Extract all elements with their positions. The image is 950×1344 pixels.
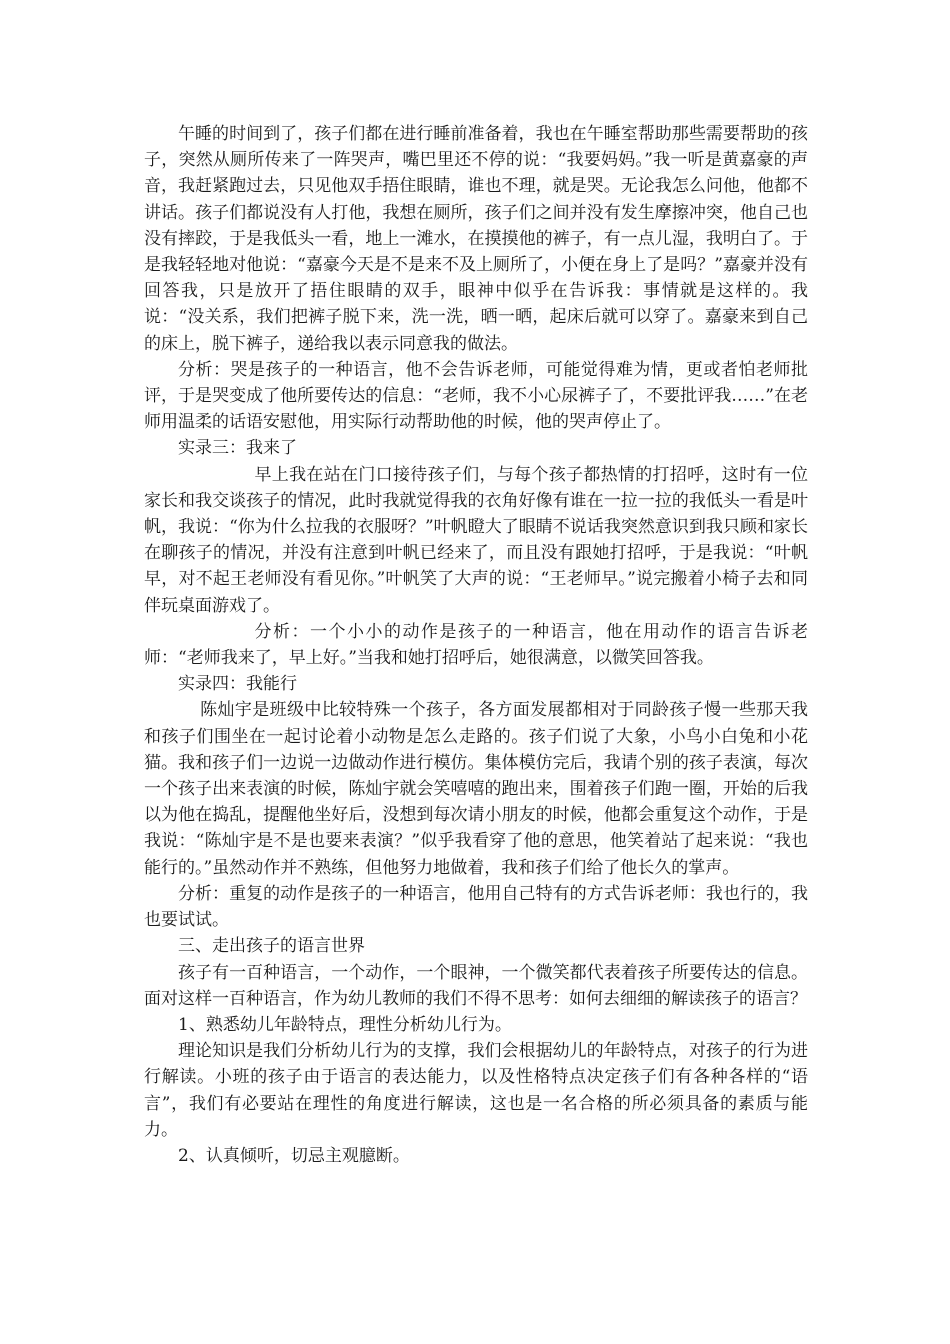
section-heading-record-four: 实录四：我能行 <box>178 674 297 695</box>
document-page <box>144 121 808 1169</box>
subheading-point-two: 2、认真倾听，切忌主观臆断。 <box>178 1145 410 1166</box>
paragraph-morning-story: 早上我在站在门口接待孩子们，与每个孩子都热情的打招呼，这时有一位家长和我交谈孩子的情况，此时我就觉得我的衣角好像有谁在一拉一拉的我低头一看是叶帆，我说：“你为什么拉我的衣服呀？”叶帆瞪大了眼睛不说话我突然意识到我只顾和家长在聊孩子的情况，并没有注意到叶帆已经来了，而且没有跟她打招呼，于是我说：“叶帆早，对不起王老师没有看见你。”叶帆笑了大声的说：“王老师早。”说完搬着小椅子去和同伴玩桌面游戏了。 <box>144 464 808 616</box>
paragraph-hundred-languages: 孩子有一百种语言，一个动作，一个眼神，一个微笑都代表着孩子所要传达的信息。面对这样一百种语言，作为幼儿教师的我们不得不思考：如何去细细的解读孩子的语言？ <box>144 962 808 1009</box>
paragraph-theory: 理论知识是我们分析幼儿行为的支撑，我们会根据幼儿的年龄特点，对孩子的行为进行解读。小班的孩子由于语言的表达能力，以及性格特点决定孩子们有各种各样的“语言”，我们有必要站在理性的角度进行解读，这也是一名合格的所必须具备的素质与能力。 <box>144 1041 808 1140</box>
section-heading-record-three: 实录三：我来了 <box>178 438 297 459</box>
paragraph-nap-story: 午睡的时间到了，孩子们都在进行睡前准备着，我也在午睡室帮助那些需要帮助的孩子，突然从厕所传来了一阵哭声，嘴巴里还不停的说：“我要妈妈。”我一听是黄嘉豪的声音，我赶紧跑过去，只见他双手捂住眼睛，谁也不理，就是哭。无论我怎么问他，他都不讲话。孩子们都说没有人打他，我想在厕所，孩子们之间并没有发生摩擦冲突，他自己也没有摔跤，于是我低头一看，地上一滩水，在摸摸他的裤子，有一点儿湿，我明白了。于是我轻轻地对他说：“嘉豪今天是不是来不及上厕所了，小便在身上了是吗？”嘉豪并没有回答我，只是放开了捂住眼睛的双手，眼神中似乎在告诉我：事情就是这样的。我说：“没关系，我们把裤子脱下来，洗一洗，晒一晒，起床后就可以穿了。嘉豪来到自己的床上，脱下裤子，递给我以表示同意我的做法。 <box>144 124 808 354</box>
subheading-point-one: 1、熟悉幼儿年龄特点，理性分析幼儿行为。 <box>178 1014 512 1035</box>
paragraph-can-do-story: 陈灿宇是班级中比较特殊一个孩子，各方面发展都相对于同龄孩子慢一些那天我和孩子们围坐在一起讨论着小动物是怎么走路的。孩子们说了大象，小鸟小白兔和小花猫。我和孩子们一边说一边做动作进行模仿。集体模仿完后，我请个别的孩子表演，每次一个孩子出来表演的时候，陈灿宇就会笑嘻嘻的跑出来，围着孩子们跑一圈，开始的后我以为他在捣乱，提醒他坐好后，没想到每次请小朋友的时候，他都会重复这个动作，于是我说：“陈灿宇是不是也要来表演？”似乎我看穿了他的意思，他笑着站了起来说：“我也能行的。”虽然动作并不熟练，但他努力地做着，我和孩子们给了他长久的掌声。 <box>144 700 808 878</box>
paragraph-analysis-gesture: 分析：一个小小的动作是孩子的一种语言，他在用动作的语言告诉老师：“老师我来了，早上好。”当我和她打招呼后，她很满意，以微笑回答我。 <box>144 621 808 669</box>
paragraph-analysis-repeat: 分析：重复的动作是孩子的一种语言，他用自己特有的方式告诉老师：我也行的，我也要试试。 <box>144 883 808 931</box>
paragraph-analysis-crying: 分析：哭是孩子的一种语言，他不会告诉老师，可能觉得难为情，更或者怕老师批评，于是哭变成了他所要传达的信息：“老师，我不小心尿裤子了，不要批评我……”在老师用温柔的话语安慰他，用实际行动帮助他的时候，他的哭声停止了。 <box>144 359 808 433</box>
section-heading-part-three: 三、走出孩子的语言世界 <box>178 936 365 957</box>
